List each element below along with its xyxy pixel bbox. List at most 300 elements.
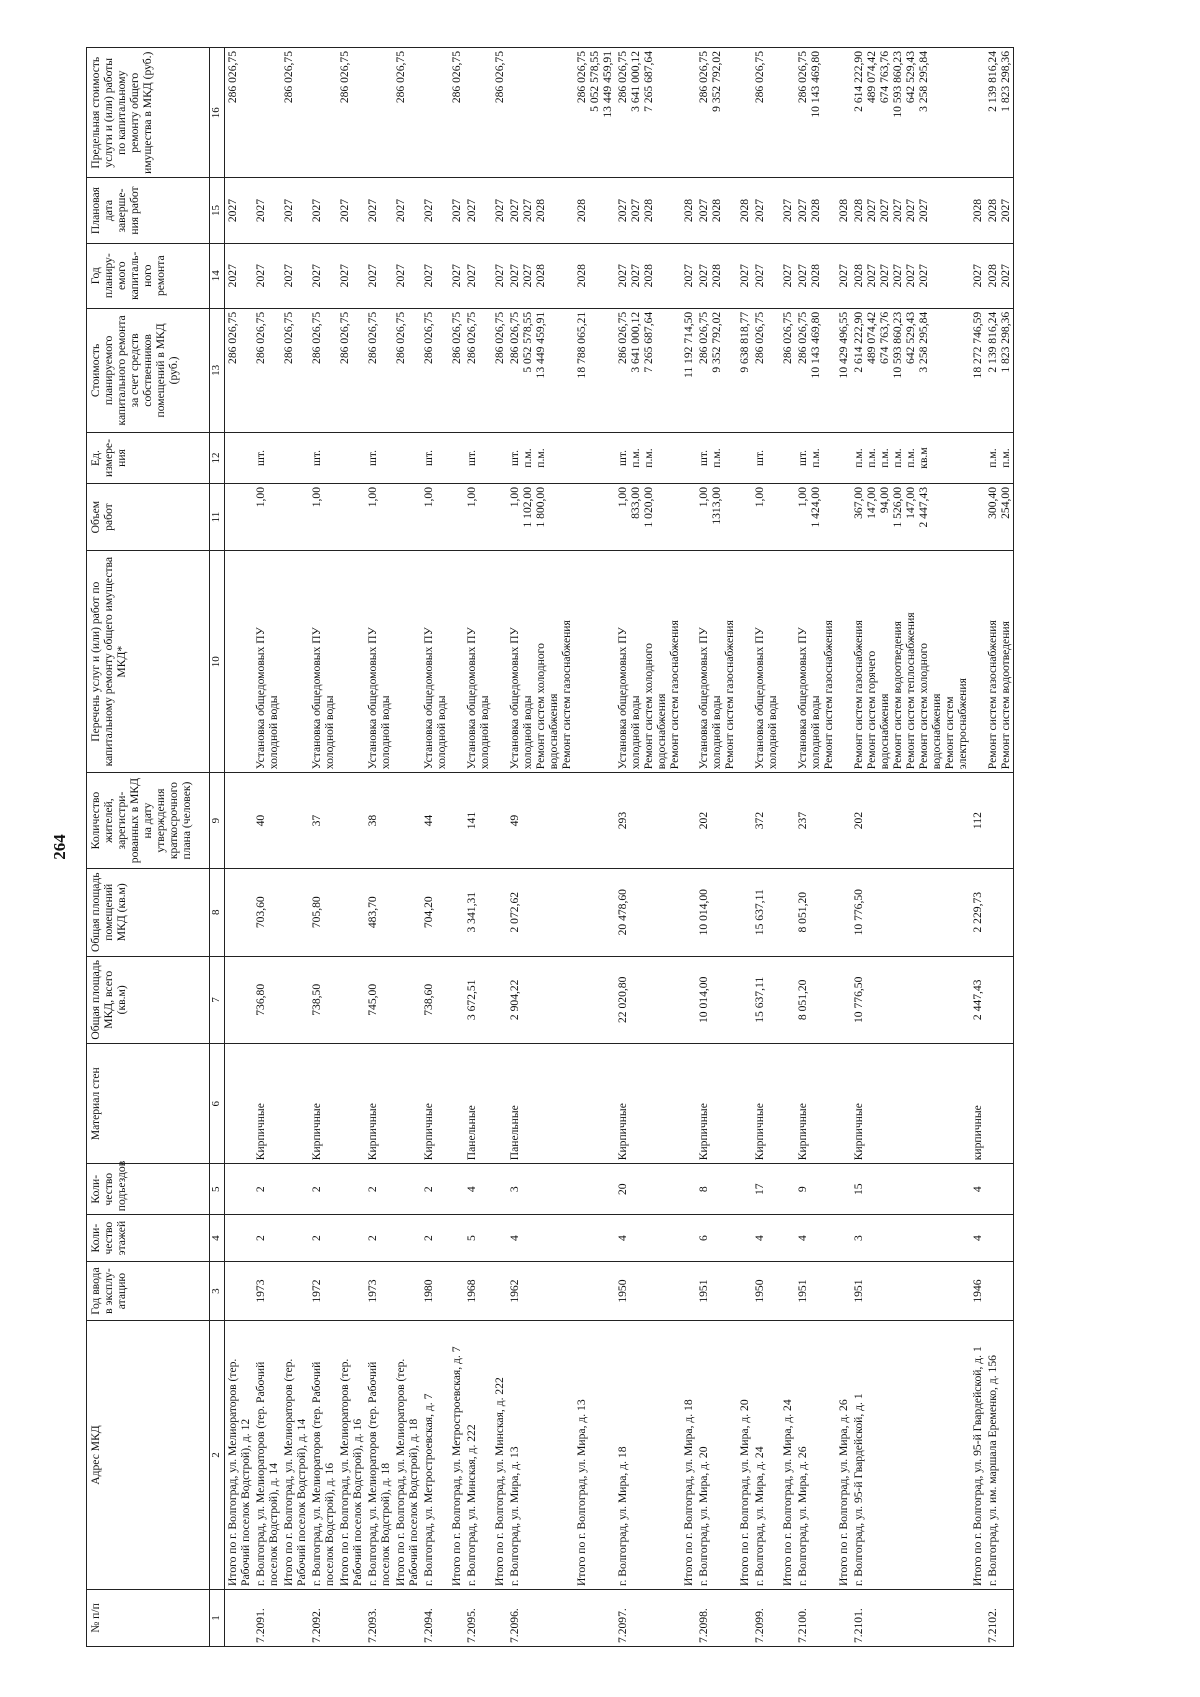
cell-line: 286 026,75 (697, 311, 711, 364)
total-area-cell: 2 447,43 (970, 956, 985, 1044)
header-cell: Общая площадь помещений МКД (кв.м) (87, 868, 210, 956)
unit-cell (615, 433, 682, 484)
works-list-cell (253, 551, 281, 773)
residents-cell (681, 773, 696, 869)
cell-line: 2028 (738, 198, 752, 223)
cell-line: 2 139 816,24 (986, 311, 1000, 373)
cell-line: 9 352 792,02 (710, 51, 724, 112)
header-cell: Год ввода в эксплу-атацию (87, 1262, 210, 1321)
cell-line: 2027 (781, 198, 795, 223)
cost-cell (421, 308, 449, 432)
table-row (365, 48, 393, 1647)
cell-line: водоснабжения (654, 693, 668, 770)
cell-line: шт. (753, 450, 767, 467)
cell-line: Итого по г. Волгоград, ул. 95-й Гвардейской, д. 1 (971, 1346, 985, 1586)
works-list-cell (507, 551, 574, 773)
limit-cost-cell (836, 48, 851, 178)
limit-cost-cell (309, 48, 337, 178)
cell-line: 13 449 459,91 (600, 51, 614, 118)
premises-area-cell: 20 478,60 (615, 868, 682, 956)
total-area-cell (681, 956, 696, 1044)
cell-line: холодной воды (434, 695, 448, 770)
cost-cell (225, 308, 253, 432)
cell-line: г. Волгоград, ул. Метростроевская, д. 7 (421, 1393, 435, 1586)
year-cell: 1950 (752, 1262, 780, 1321)
cell-line: 1 020,00 (641, 486, 655, 528)
cell-line: п.м. (852, 448, 866, 468)
volume-cell (836, 483, 851, 550)
floors-cell (449, 1215, 464, 1262)
cell-line: 1,00 (464, 486, 478, 508)
works-list-cell (464, 551, 492, 773)
works-list-cell (421, 551, 449, 773)
wall-material-cell (780, 1044, 795, 1164)
cell-line: поселок Водстрой), д. 16 (322, 1462, 336, 1586)
cell-line: 10 143 469,80 (809, 51, 823, 118)
cell-line: г. Волгоград, ул. Мира, д. 18 (615, 1446, 629, 1586)
end-date-cell (615, 178, 682, 243)
cell-line: 2027 (253, 264, 267, 288)
end-date-cell (507, 178, 574, 243)
premises-area-cell: 483,70 (365, 868, 393, 956)
table-row (421, 48, 449, 1647)
cell-line: 2 614 222,90 (852, 311, 866, 373)
end-date-cell (309, 178, 337, 243)
cell-line: 94,00 (878, 486, 892, 514)
entrances-cell (281, 1164, 309, 1215)
cell-line: 1,00 (507, 486, 521, 508)
table-row (696, 48, 737, 1647)
subtotal-row (681, 48, 696, 1647)
cell-line: Установка общедомовых ПУ (615, 627, 629, 770)
limit-cost-cell (449, 48, 464, 178)
plan-year-cell (393, 243, 421, 308)
subtotal-row (780, 48, 795, 1647)
premises-area-cell: 8 051,20 (795, 868, 836, 956)
plan-year-cell (737, 243, 752, 308)
cell-line: 1,00 (365, 486, 379, 508)
cost-cell (970, 308, 985, 432)
cell-line: холодной воды (710, 695, 724, 770)
limit-cost-cell (681, 48, 696, 178)
cell-line: шт. (697, 450, 711, 467)
unit-cell (780, 433, 795, 484)
unit-cell (253, 433, 281, 484)
year-cell (574, 1262, 615, 1321)
residents-cell: 44 (421, 773, 449, 869)
cell-line: Итого по г. Волгоград, ул. Мира, д. 26 (837, 1399, 851, 1586)
cell-line: Ремонт систем холодного (917, 643, 931, 770)
residents-cell: 372 (752, 773, 780, 869)
cell-line: 286 026,75 (281, 51, 295, 104)
entrances-cell: 9 (795, 1164, 836, 1215)
end-date-cell (492, 178, 507, 243)
plan-year-cell (225, 243, 253, 308)
unit-cell (507, 433, 574, 484)
unit-cell (309, 433, 337, 484)
entrances-cell: 3 (507, 1164, 574, 1215)
total-area-cell: 10 014,00 (696, 956, 737, 1044)
cell-line: 286 026,75 (796, 51, 810, 104)
volume-cell (507, 483, 574, 550)
header-cell: Год планиру-емого капиталь-ного ремонта (87, 243, 210, 308)
cell-line: Рабочий поселок Водстрой), д. 14 (294, 1418, 308, 1586)
premises-area-cell (449, 868, 464, 956)
wall-material-cell: Кирпичные (253, 1044, 281, 1164)
wall-material-cell: Кирпичные (309, 1044, 337, 1164)
row-number-cell (281, 1589, 309, 1646)
address-cell (970, 1321, 985, 1590)
cell-line: 2027 (917, 198, 931, 223)
cell-line: 1,00 (796, 486, 810, 508)
address-cell (985, 1321, 1013, 1590)
residents-cell (574, 773, 615, 869)
cell-line: 1,00 (697, 486, 711, 508)
subtotal-row (337, 48, 365, 1647)
floors-cell (681, 1215, 696, 1262)
column-number: 4 (210, 1215, 225, 1262)
cell-line: 18 788 065,21 (574, 311, 588, 379)
cell-line: 2027 (365, 198, 379, 223)
limit-cost-cell (737, 48, 752, 178)
cell-line: 2027 (865, 198, 879, 223)
limit-cost-cell (780, 48, 795, 178)
cell-line: 286 026,75 (337, 51, 351, 104)
volume-cell (309, 483, 337, 550)
works-list-cell (836, 551, 851, 773)
column-number: 13 (210, 308, 225, 432)
cell-line: 9 638 818,77 (738, 311, 752, 373)
cell-line: 2027 (837, 264, 851, 288)
year-cell (780, 1262, 795, 1321)
residents-cell: 202 (696, 773, 737, 869)
floors-cell: 2 (309, 1215, 337, 1262)
unit-cell (281, 433, 309, 484)
limit-cost-cell (574, 48, 615, 178)
year-cell: 1951 (795, 1262, 836, 1321)
plan-year-cell (574, 243, 615, 308)
cell-line: Ремонт систем газоснабжения (667, 620, 681, 770)
total-area-cell (574, 956, 615, 1044)
limit-cost-cell (365, 48, 393, 178)
end-date-cell (681, 178, 696, 243)
cell-line: Итого по г. Волгоград, ул. Минская, д. 222 (492, 1377, 506, 1586)
cell-line: 286 026,75 (393, 311, 407, 364)
cell-line: Ремонт систем холодного (533, 643, 547, 770)
cell-line: 5 052 578,55 (587, 51, 601, 112)
cell-line: шт. (507, 450, 521, 467)
column-number: 2 (210, 1321, 225, 1590)
cell-line: 2027 (796, 264, 810, 288)
cell-line: 2027 (697, 264, 711, 288)
header-cell: Коли-чество подъездов (87, 1164, 210, 1215)
total-area-cell: 22 020,80 (615, 956, 682, 1044)
floors-cell: 4 (615, 1215, 682, 1262)
premises-area-cell (393, 868, 421, 956)
end-date-cell (696, 178, 737, 243)
plan-year-cell (970, 243, 985, 308)
total-area-cell (225, 956, 253, 1044)
cell-line: 286 026,75 (781, 311, 795, 364)
premises-area-cell (492, 868, 507, 956)
address-cell (507, 1321, 574, 1590)
residents-cell (393, 773, 421, 869)
wall-material-cell (393, 1044, 421, 1164)
cell-line: 2027 (393, 264, 407, 288)
volume-cell (464, 483, 492, 550)
unit-cell (393, 433, 421, 484)
cell-line: 2027 (226, 198, 239, 223)
premises-area-cell (985, 868, 1013, 956)
address-cell (365, 1321, 393, 1590)
cost-cell (574, 308, 615, 432)
row-number-cell (393, 1589, 421, 1646)
cell-line: 674 763,76 (878, 51, 892, 104)
total-area-cell: 2 904,22 (507, 956, 574, 1044)
limit-cost-cell (464, 48, 492, 178)
cell-line: холодной воды (520, 695, 534, 770)
table-body (225, 48, 1014, 1647)
cell-line: 1,00 (309, 486, 323, 508)
unit-cell (696, 433, 737, 484)
address-cell (681, 1321, 696, 1590)
address-cell (464, 1321, 492, 1590)
volume-cell (780, 483, 795, 550)
cell-line: п.м. (533, 448, 547, 468)
volume-cell (492, 483, 507, 550)
wall-material-cell: Кирпичные (615, 1044, 682, 1164)
cost-cell (985, 308, 1013, 432)
limit-cost-cell (225, 48, 253, 178)
cost-cell (681, 308, 696, 432)
unit-cell (225, 433, 253, 484)
wall-material-cell: Кирпичные (851, 1044, 970, 1164)
cell-line: 286 026,75 (507, 311, 521, 364)
entrances-cell (681, 1164, 696, 1215)
plan-year-cell (696, 243, 737, 308)
wall-material-cell (681, 1044, 696, 1164)
cell-line: 18 272 746,59 (971, 311, 985, 379)
cell-line: 286 026,75 (615, 311, 629, 364)
entrances-cell (985, 1164, 1013, 1215)
column-number: 5 (210, 1164, 225, 1215)
cell-line: 2027 (878, 198, 892, 223)
row-number-cell: 7.2092. (309, 1589, 337, 1646)
cell-line: Итого по г. Волгоград, ул. Мира, д. 20 (738, 1399, 752, 1586)
subtotal-row (574, 48, 615, 1647)
cell-line: 1 102,00 (520, 486, 534, 528)
cost-cell (393, 308, 421, 432)
cost-cell (737, 308, 752, 432)
subtotal-row (970, 48, 985, 1647)
floors-cell (281, 1215, 309, 1262)
cell-line: 286 026,75 (449, 51, 463, 104)
works-list-cell (449, 551, 464, 773)
cell-line: Рабочий поселок Водстрой), д. 12 (238, 1418, 252, 1586)
year-cell (393, 1262, 421, 1321)
cell-line: 2027 (337, 198, 351, 223)
wall-material-cell (836, 1044, 851, 1164)
works-list-cell (365, 551, 393, 773)
cell-line: 286 026,75 (253, 311, 267, 364)
cell-line: 642 529,43 (904, 311, 918, 364)
cell-line: 10 429 496,55 (837, 311, 851, 379)
table-row (985, 48, 1013, 1647)
end-date-cell (737, 178, 752, 243)
cell-line: г. Волгоград, ул. Мира, д. 13 (507, 1446, 521, 1586)
total-area-cell: 15 637,11 (752, 956, 780, 1044)
cell-line: водоснабжения (930, 693, 944, 770)
header-cell: Общая площадь МКД, всего (кв.м) (87, 956, 210, 1044)
address-cell (225, 1321, 253, 1590)
cell-line: 147,00 (904, 486, 918, 519)
cell-line: 286 026,75 (753, 51, 767, 104)
cell-line: 2028 (809, 264, 823, 288)
plan-year-cell (985, 243, 1013, 308)
cell-line: 2028 (533, 264, 547, 288)
wall-material-cell (449, 1044, 464, 1164)
cell-line: 2027 (753, 198, 767, 223)
works-list-cell (696, 551, 737, 773)
cell-line: г. Волгоград, ул. Мелиораторов (тер. Рабочий (253, 1361, 267, 1586)
unit-cell (492, 433, 507, 484)
cost-cell (795, 308, 836, 432)
year-cell (281, 1262, 309, 1321)
cost-cell (780, 308, 795, 432)
cell-line: 2027 (421, 264, 435, 288)
cell-line: 2027 (281, 198, 295, 223)
cell-line: 286 026,75 (697, 51, 711, 104)
table-row (464, 48, 492, 1647)
cost-cell (492, 308, 507, 432)
end-date-cell (337, 178, 365, 243)
cell-line: 642 529,43 (904, 51, 918, 104)
cell-line: 13 449 459,91 (533, 311, 547, 379)
wall-material-cell: кирпичные (970, 1044, 985, 1164)
plan-year-cell (309, 243, 337, 308)
cell-line: 367,00 (852, 486, 866, 519)
cell-line: 11 192 714,50 (682, 311, 696, 379)
works-list-cell (851, 551, 970, 773)
unit-cell (752, 433, 780, 484)
address-cell (780, 1321, 795, 1590)
cell-line: водоснабжения (546, 693, 560, 770)
row-number-cell: 7.2100. (795, 1589, 836, 1646)
residents-cell (836, 773, 851, 869)
volume-cell (449, 483, 464, 550)
unit-cell (574, 433, 615, 484)
row-number-cell: 7.2094. (421, 1589, 449, 1646)
floors-cell (985, 1215, 1013, 1262)
plan-year-cell (780, 243, 795, 308)
floors-cell (492, 1215, 507, 1262)
cell-line: 1313,00 (710, 486, 724, 525)
cell-line: холодной воды (477, 695, 491, 770)
cost-cell (337, 308, 365, 432)
floors-cell (393, 1215, 421, 1262)
total-area-cell: 3 672,51 (464, 956, 492, 1044)
header-row (87, 48, 210, 1647)
volume-cell (985, 483, 1013, 550)
subtotal-row (449, 48, 464, 1647)
cell-line: 3 641 000,12 (628, 311, 642, 373)
year-cell: 1946 (970, 1262, 985, 1321)
cell-line: кв.м (917, 447, 931, 469)
works-list-cell (737, 551, 752, 773)
premises-area-cell (780, 868, 795, 956)
plan-year-cell (836, 243, 851, 308)
cell-line: Ремонт систем газоснабжения (986, 620, 1000, 770)
subtotal-row (281, 48, 309, 1647)
limit-cost-cell (970, 48, 985, 178)
header-cell: Плановая дата заверше-ния работ (87, 178, 210, 243)
cell-line: 2027 (520, 264, 534, 288)
plan-year-cell (851, 243, 970, 308)
cell-line: шт. (253, 450, 267, 467)
end-date-cell (225, 178, 253, 243)
cell-line: Рабочий поселок Водстрой), д. 16 (350, 1418, 364, 1586)
cost-cell (836, 308, 851, 432)
end-date-cell (970, 178, 985, 243)
cell-line: 286 026,75 (337, 311, 351, 364)
premises-area-cell (337, 868, 365, 956)
cell-line: 286 026,75 (492, 51, 506, 104)
entrances-cell (574, 1164, 615, 1215)
cell-line: 1 823 298,36 (999, 51, 1013, 112)
cell-line: г. Волгоград, ул. Мелиораторов (тер. Рабочий (365, 1361, 379, 1586)
column-number: 7 (210, 956, 225, 1044)
cell-line: Установка общедомовых ПУ (464, 627, 478, 770)
volume-cell (365, 483, 393, 550)
plan-year-cell (421, 243, 449, 308)
cell-line: 286 026,75 (421, 311, 435, 364)
cell-line: 286 026,75 (309, 311, 323, 364)
cost-cell (309, 308, 337, 432)
address-cell (851, 1321, 970, 1590)
cell-line: 2027 (891, 264, 905, 288)
column-number: 14 (210, 243, 225, 308)
cell-line: п.м. (986, 448, 1000, 468)
unit-cell (449, 433, 464, 484)
cell-line: Итого по г. Волгоград, ул. Мелиораторов (тер. (337, 1358, 351, 1586)
cell-line: 1,00 (753, 486, 767, 508)
total-area-cell: 738,50 (309, 956, 337, 1044)
row-number-cell (737, 1589, 752, 1646)
table-row (309, 48, 337, 1647)
year-cell: 1962 (507, 1262, 574, 1321)
volume-cell (253, 483, 281, 550)
header-cell: № п/п (87, 1589, 210, 1646)
cell-line: Итого по г. Волгоград, ул. Мелиораторов (тер. (226, 1358, 239, 1586)
cell-line: 286 026,75 (796, 311, 810, 364)
cell-line: шт. (365, 450, 379, 467)
volume-cell (574, 483, 615, 550)
cell-line: 2027 (421, 198, 435, 223)
plan-year-cell (464, 243, 492, 308)
address-cell (795, 1321, 836, 1590)
cell-line: Установка общедомовых ПУ (365, 627, 379, 770)
row-number-cell (780, 1589, 795, 1646)
total-area-cell (281, 956, 309, 1044)
header-cell: Коли-чество этажей (87, 1215, 210, 1262)
premises-area-cell (225, 868, 253, 956)
cell-line: Ремонт систем газоснабжения (822, 620, 836, 770)
cell-line: г. Волгоград, ул. Мира, д. 20 (697, 1446, 711, 1586)
residents-cell: 40 (253, 773, 281, 869)
volume-cell (970, 483, 985, 550)
cell-line: 2027 (281, 264, 295, 288)
subtotal-row (492, 48, 507, 1647)
